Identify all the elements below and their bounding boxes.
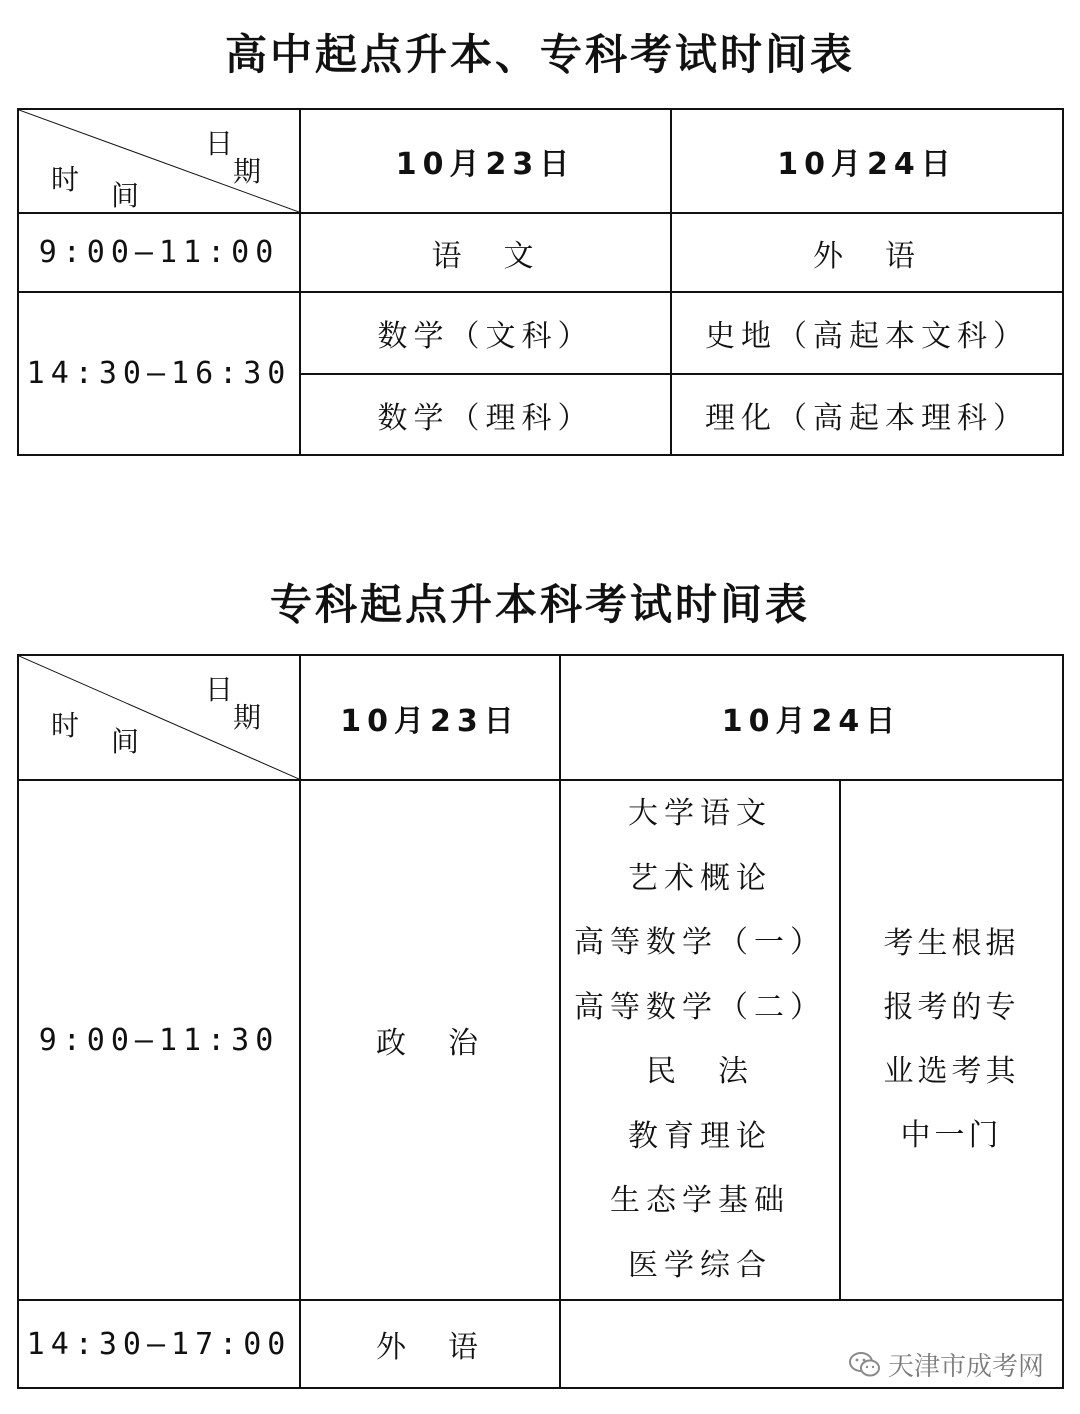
time-cell: 14:30—17:00 (18, 1300, 300, 1388)
note-line: 中一门 (900, 1118, 1003, 1153)
subject-cell: 数学（文科） (300, 292, 671, 374)
corner-header-cell (18, 109, 300, 213)
note-line: 业选考其 (883, 1054, 1020, 1089)
note-cell (840, 780, 1063, 1300)
watermark-text: 天津市成考网 (887, 1352, 1044, 1382)
list-item: 高等数学（二） (574, 989, 826, 1025)
corner-label-shi: 时 (51, 163, 80, 196)
table-row (18, 213, 1063, 292)
list-item: 生态学基础 (610, 1183, 790, 1218)
list-item: 教育理论 (628, 1118, 772, 1154)
subject-cell: 语 文 (300, 213, 671, 292)
schedule-table-gaoqi (17, 108, 1064, 456)
corner-label-ri: 日 (204, 673, 233, 706)
time-cell: 14:30—16:30 (18, 292, 300, 455)
corner-label-qi: 期 (232, 155, 261, 188)
time-cell: 9:00—11:30 (18, 780, 300, 1300)
subject-cell: 数学（理科） (300, 374, 671, 455)
list-item: 医学综合 (628, 1247, 772, 1283)
note-line: 考生根据 (883, 926, 1020, 961)
corner-label-shi: 时 (51, 709, 80, 742)
table2-title: 专科起点升本科考试时间表 (269, 580, 810, 629)
corner-label-jian: 间 (111, 725, 140, 758)
time-cell: 9:00—11:00 (18, 213, 300, 292)
watermark (848, 1346, 1044, 1383)
wechat-icon (848, 1350, 882, 1380)
table-header-row (18, 655, 1063, 780)
list-item: 艺术概论 (628, 860, 772, 896)
corner-label-ri: 日 (204, 127, 233, 160)
subject-cell: 政 治 (300, 780, 560, 1300)
subject-cell: 理化（高起本理科） (671, 374, 1063, 455)
table-header-row (18, 109, 1063, 213)
table-row (18, 780, 1063, 1300)
list-item: 大学语文 (628, 796, 772, 831)
list-item: 民 法 (646, 1054, 754, 1089)
corner-header-cell (18, 655, 300, 780)
subject-cell: 外 语 (300, 1300, 560, 1388)
subject-cell: 外 语 (671, 213, 1063, 292)
date-header-oct23: 10月23日 (300, 109, 671, 213)
subject-cell: 史地（高起本文科） (671, 292, 1063, 374)
subject-list-cell (560, 780, 840, 1300)
note-line: 报考的专 (883, 990, 1020, 1025)
date-header-oct24: 10月24日 (560, 655, 1063, 780)
table-row (18, 292, 1063, 374)
schedule-table-zhuanqi (17, 654, 1064, 1389)
table1-title: 高中起点升本、专科考试时间表 (224, 30, 855, 79)
date-header-oct23: 10月23日 (300, 655, 560, 780)
corner-label-jian: 间 (111, 179, 140, 212)
list-item: 高等数学（一） (574, 925, 826, 960)
date-header-oct24: 10月24日 (671, 109, 1063, 213)
corner-label-qi: 期 (232, 701, 261, 734)
